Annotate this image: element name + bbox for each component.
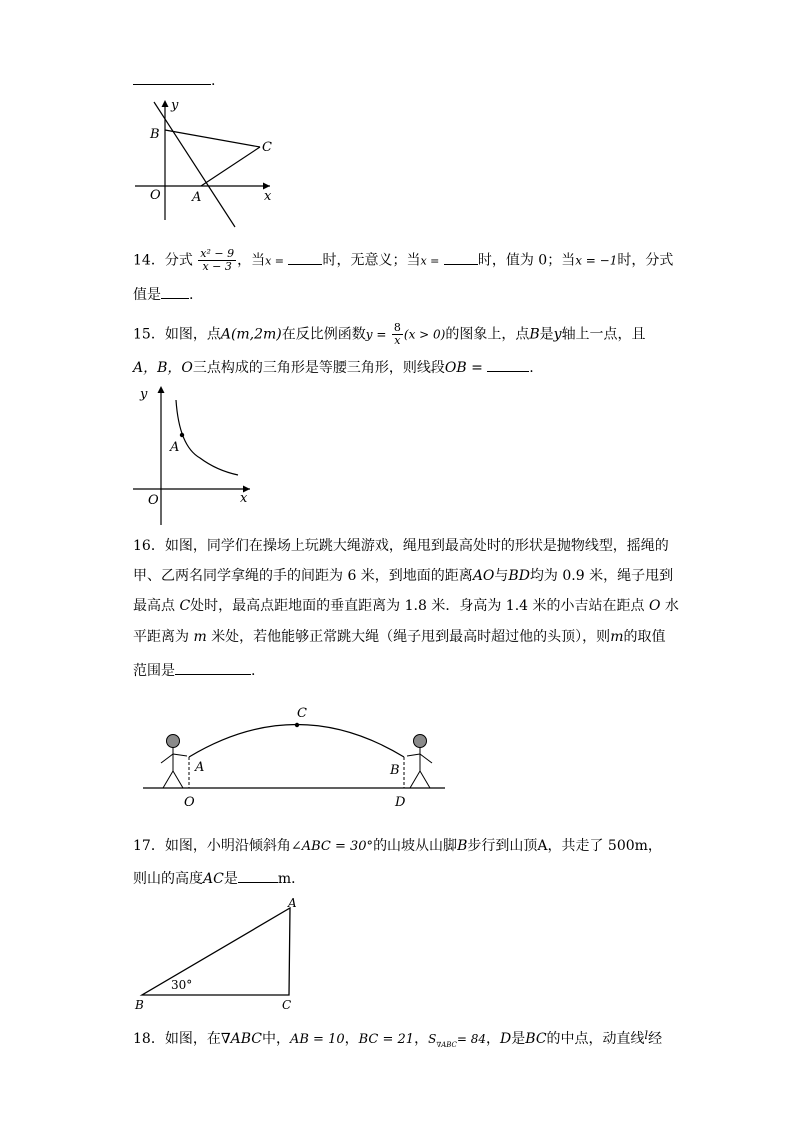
label-a: A [170,440,180,455]
figure-q13-coordinate-triangle [120,92,280,232]
label-b: B [135,998,144,1012]
answer-blank [238,868,278,883]
label-c: C [262,140,272,155]
label-b: B [390,763,400,778]
label-d: D [395,795,406,810]
question-18-line-1: 18．如图，在∇ABC中，AB = 10，BC = 21，$S_{\nabla ABC}= 84$，D是BC的中点，动直线$^l$经 [133,1029,663,1049]
point-a [180,433,184,437]
label-y: y [171,98,179,113]
y-axis-arrow [162,100,169,107]
answer-blank [175,660,251,675]
label-x: x [240,491,248,506]
answer-blank [161,284,189,299]
question-17-line-2: 则山的高度AC是 m． [133,868,305,889]
fraction: $\frac{\text{x² − 9}}{x - 3}$ [200,247,235,273]
label-o: O [148,493,159,508]
point-c [295,723,299,727]
answer-blank [288,250,322,265]
label-x: x [264,189,272,204]
question-16-line-4: 平距离为 m 米处，若他能够正常跳大绳（绳子甩到最高时超过他的头顶），则m的取值 [133,629,666,645]
label-c: C [297,706,307,721]
answer-blank [487,357,529,372]
question-16-line-3: 最高点 C处时，最高点距地面的垂直距离为 1.8 米．身高为 1.4 米的小吉站在距点 O 水 [133,598,679,614]
question-16-line-1: 16．如图，同学们在操场上玩跳大绳游戏，绳甩到最高处时的形状是抛物线型，摇绳的 [133,538,669,554]
figure-q16-jump-rope [135,700,455,815]
q13-answer-line: . [133,70,215,91]
left-person [161,735,187,789]
question-14-line-2: 值是 . [133,284,193,305]
label-a: A [288,896,297,910]
y-axis-arrow [158,386,165,393]
right-person [407,735,432,789]
label-y: y [140,387,148,402]
figure-q17-slope-triangle [130,893,310,1013]
triangle-abc [142,908,290,995]
hyperbola-curve [176,400,238,475]
answer-blank [444,250,478,265]
label-a: A [195,760,205,775]
label-o: O [184,795,195,810]
rope-parabola [189,725,404,758]
question-15-line-1: 15．如图，点A(m,2m)在反比例函数y = $\frac{8}{x}$ (x > 0)的图象上，点B是y轴上一点，且 [133,321,646,347]
segment-bc [165,130,260,147]
question-14-line-1: 14．分式 $\frac{\text{x² − 9}}{x - 3}$ ，当x = 时，无意义；当x = 时，值为 0；当x = −1时，分式 [133,247,674,273]
line-ab [154,102,235,227]
question-15-line-2: A，B，O三点构成的三角形是等腰三角形，则线段OB = . [133,357,534,378]
label-c: C [282,998,292,1012]
segment-ca [201,147,260,186]
label-a: A [192,190,202,205]
question-17-line-1: 17．如图，小明沿倾斜角∠ABC = 30°的山坡从山脚B步行到山顶A，共走了 500m， [133,838,662,854]
label-b: B [150,127,160,142]
question-16-line-5: 范围是 . [133,660,255,681]
answer-blank [133,70,211,85]
label-o: O [150,188,161,203]
fraction: $\frac{8}{x}$ [393,321,401,347]
question-16-line-2: 甲、乙两名同学拿绳的手的间距为 6 米，到地面的距离AO与BD均为 0.9 米，绳子甩到 [133,568,674,584]
label-angle: 30° [171,978,193,992]
figure-q15-inverse-function [120,380,260,530]
